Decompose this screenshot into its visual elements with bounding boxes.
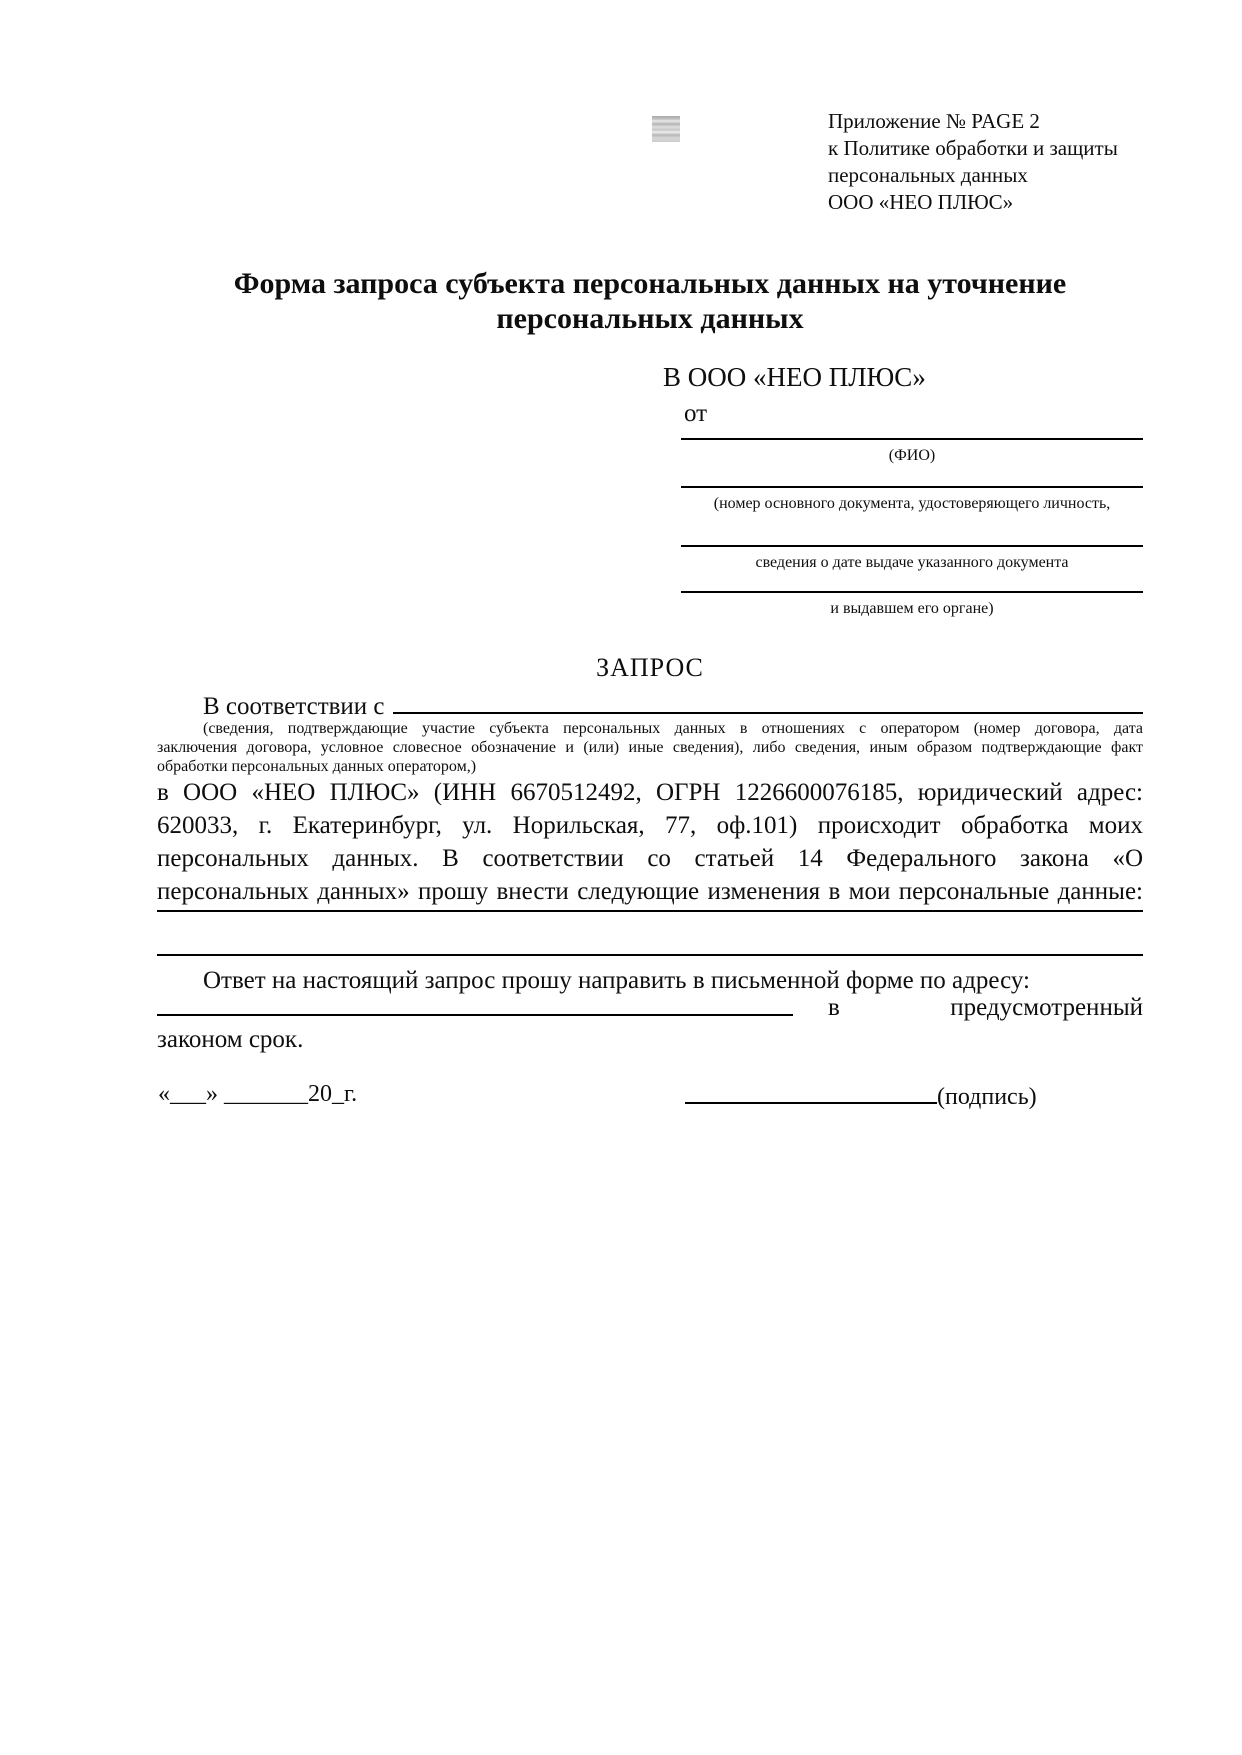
fine-print-line: (сведения, подтверждающие участие субъекта персональных данных в отношениях с оператором (номер договора, дата [203,720,1143,737]
fio-blank-line[interactable] [681,438,1143,440]
document-issue-date-blank-line[interactable] [681,545,1143,547]
from-label: от [684,400,708,427]
changes-blank-line-2[interactable] [157,954,1143,956]
signature-block [685,1080,1037,1111]
request-body-paragraph [157,776,1143,908]
document-issue-date-caption: сведения о дате выдаче указанного документа [755,554,1069,571]
request-body-line: персональных данных» прошу внести следующие изменения в мои персональные данные: [157,878,1143,905]
answer-tail-word2: предусмотренный [950,994,1143,1021]
document-issuer-blank-line[interactable] [681,591,1143,593]
accordance-prefix: В соответствии с [203,693,385,720]
answer-tail-word1: в [828,994,840,1021]
fio-caption: (ФИО) [888,447,936,464]
pixelated-artifact [652,116,680,142]
date-blank[interactable]: «___» _______20_г. [158,1081,358,1107]
appendix-header-line: ООО «НЕО ПЛЮС» [828,190,1014,214]
fine-print-line: обработки персональных данных оператором,) [157,758,477,775]
appendix-header-line: к Политике обработки и защиты [828,136,1118,160]
accordance-row [157,690,1143,722]
fine-print-line: заключения договора, условное словесное обозначение и (или) иные сведения), либо сведения, иным образом подтверждающие факт [157,739,1143,756]
request-heading: ЗАПРОС [596,653,704,682]
signature-caption: (подпись) [937,1084,1037,1110]
document-number-caption: (номер основного документа, удостоверяющего личность, [713,495,1111,512]
document-title [157,266,1143,336]
law-term-line: законом срок. [157,1026,304,1053]
request-body-line: персональных данных. В соответствии со статьей 14 Федерального закона «О [157,845,1143,872]
signature-blank-line[interactable] [685,1080,937,1104]
document-number-blank-line[interactable] [681,486,1143,488]
addressee-organization: В ООО «НЕО ПЛЮС» [663,362,926,392]
document-issuer-caption: и выдавшем его органе) [830,600,994,617]
document-title-line2: персональных данных [496,302,804,335]
fine-print-note [157,719,1143,776]
answer-tail [828,993,1143,1023]
appendix-header [828,108,1168,216]
changes-blank-line-1[interactable] [157,910,1143,912]
appendix-header-line: персональных данных [828,163,1028,187]
request-body-line: в ООО «НЕО ПЛЮС» (ИНН 6670512492, ОГРН 1226600076185, юридический адрес: [157,779,1143,806]
accordance-blank-line[interactable] [393,690,1143,714]
appendix-header-line: Приложение № PAGE 2 [828,109,1040,133]
document-title-line1: Форма запроса субъекта персональных данных на уточнение [233,267,1067,300]
address-blank-line[interactable] [157,1014,793,1016]
answer-request-line: Ответ на настоящий запрос прошу направить в письменной форме по адресу: [203,967,1030,994]
request-body-line: 620033, г. Екатеринбург, ул. Норильская, 77, оф.101) происходит обработка моих [157,812,1143,839]
